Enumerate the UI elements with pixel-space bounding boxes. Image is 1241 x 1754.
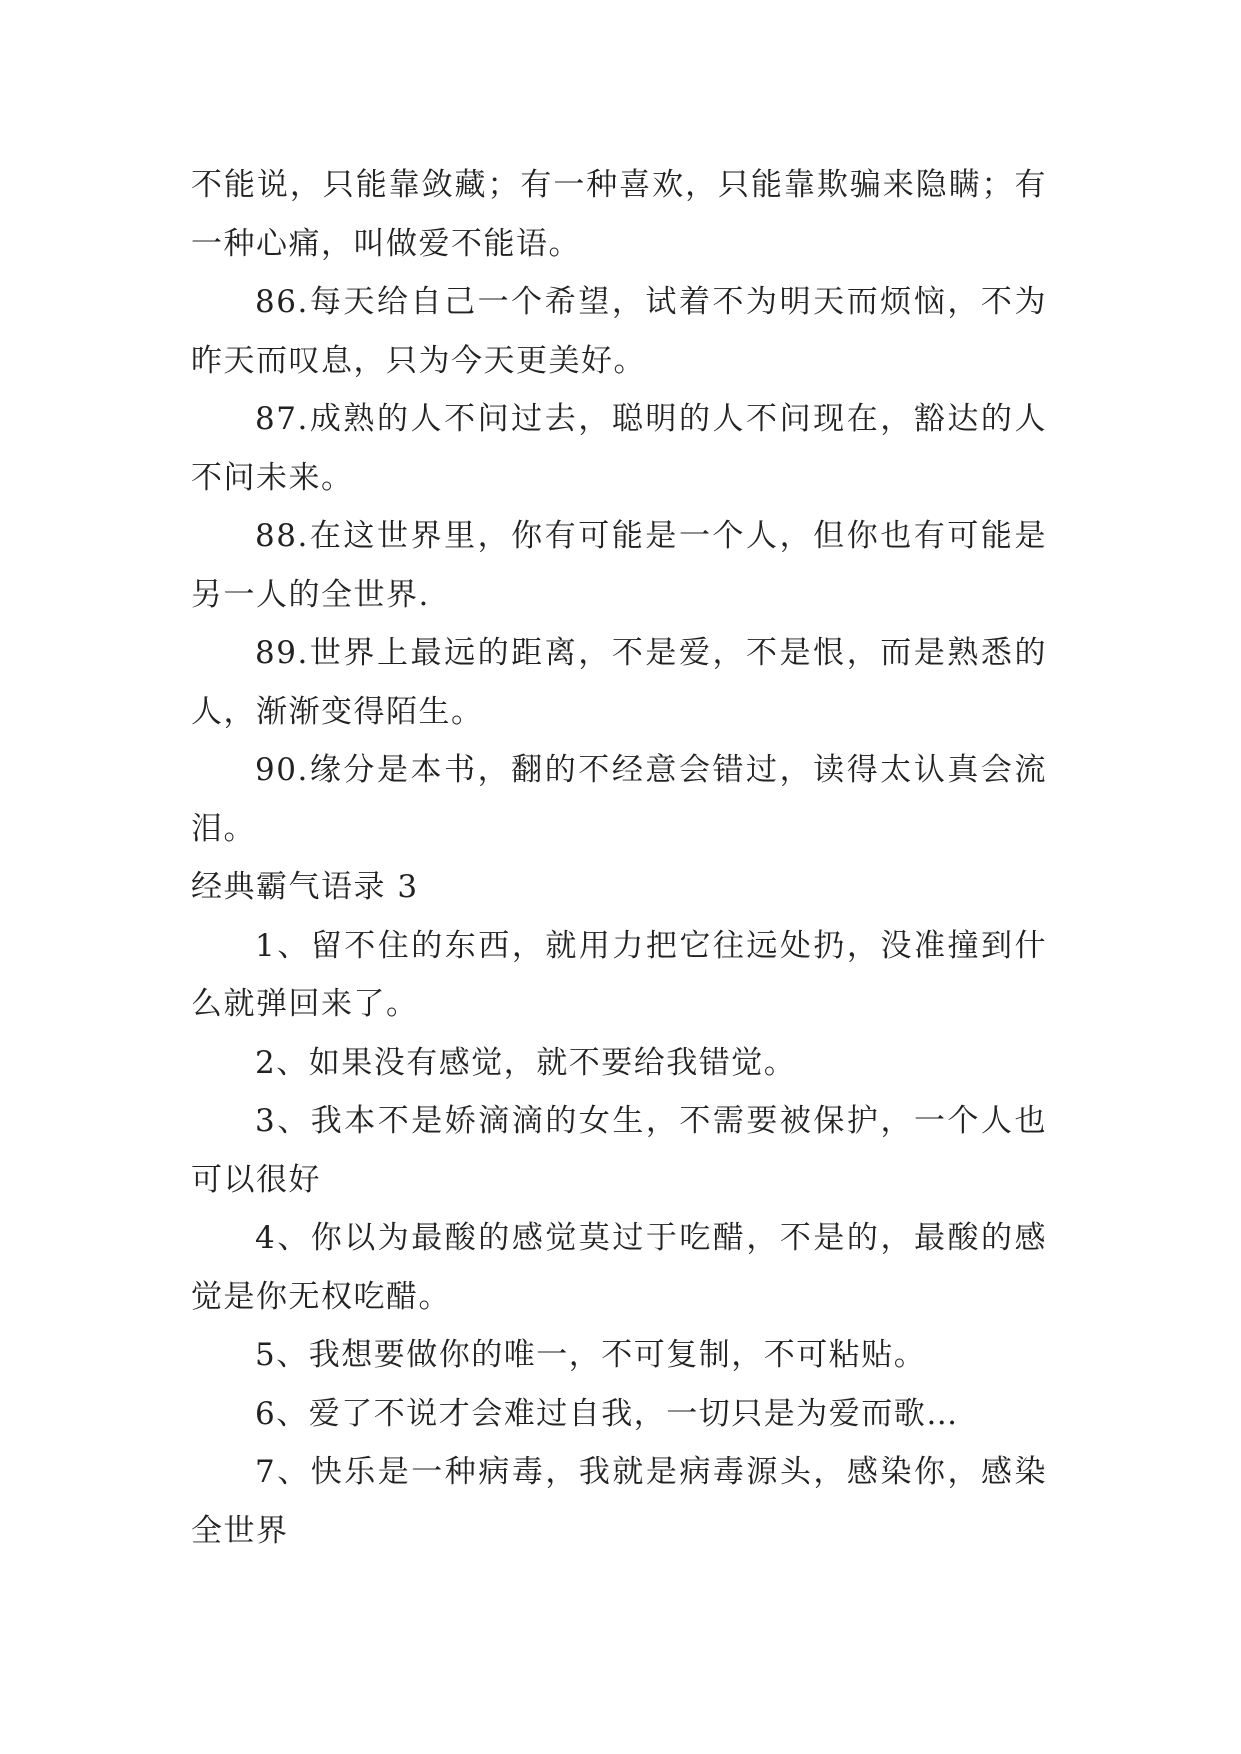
quote-item-7: 7、快乐是一种病毒，我就是病毒源头，感染你，感染全世界 [191, 1454, 1047, 1549]
section-heading: 经典霸气语录 3 [191, 869, 419, 905]
quote-item-3: 3、我本不是娇滴滴的女生，不需要被保护，一个人也可以很好 [191, 1103, 1047, 1198]
quote-item-87: 87.成熟的人不问过去，聪明的人不问现在，豁达的人不问未来。 [191, 401, 1047, 496]
quote-item-5: 5、我想要做你的唯一，不可复制，不可粘贴。 [255, 1337, 927, 1373]
quote-item-6: 6、爱了不说才会难过自我，一切只是为爱而歌… [255, 1395, 959, 1432]
quote-item-90: 90.缘分是本书，翻的不经意会错过，读得太认真会流泪。 [191, 752, 1047, 847]
paragraph-continuation: 不能说，只能靠敛藏；有一种喜欢，只能靠欺骗来隐瞒；有一种心痛，叫做爱不能语。 [191, 167, 1047, 262]
document-body [191, 156, 1047, 1560]
quote-item-88: 88.在这世界里，你有可能是一个人，但你也有可能是另一人的全世界. [191, 518, 1047, 613]
quote-item-2: 2、如果没有感觉，就不要给我错觉。 [255, 1044, 797, 1081]
quote-item-89: 89.世界上最远的距离，不是爱，不是恨，而是熟悉的人，渐渐变得陌生。 [191, 635, 1047, 730]
quote-item-86: 86.每天给自己一个希望，试着不为明天而烦恼，不为昨天而叹息，只为今天更美好。 [191, 284, 1047, 379]
quote-item-4: 4、你以为最酸的感觉莫过于吃醋，不是的，最酸的感觉是你无权吃醋。 [191, 1220, 1047, 1315]
quote-item-1: 1、留不住的东西，就用力把它往远处扔，没准撞到什么就弹回来了。 [191, 927, 1047, 1022]
